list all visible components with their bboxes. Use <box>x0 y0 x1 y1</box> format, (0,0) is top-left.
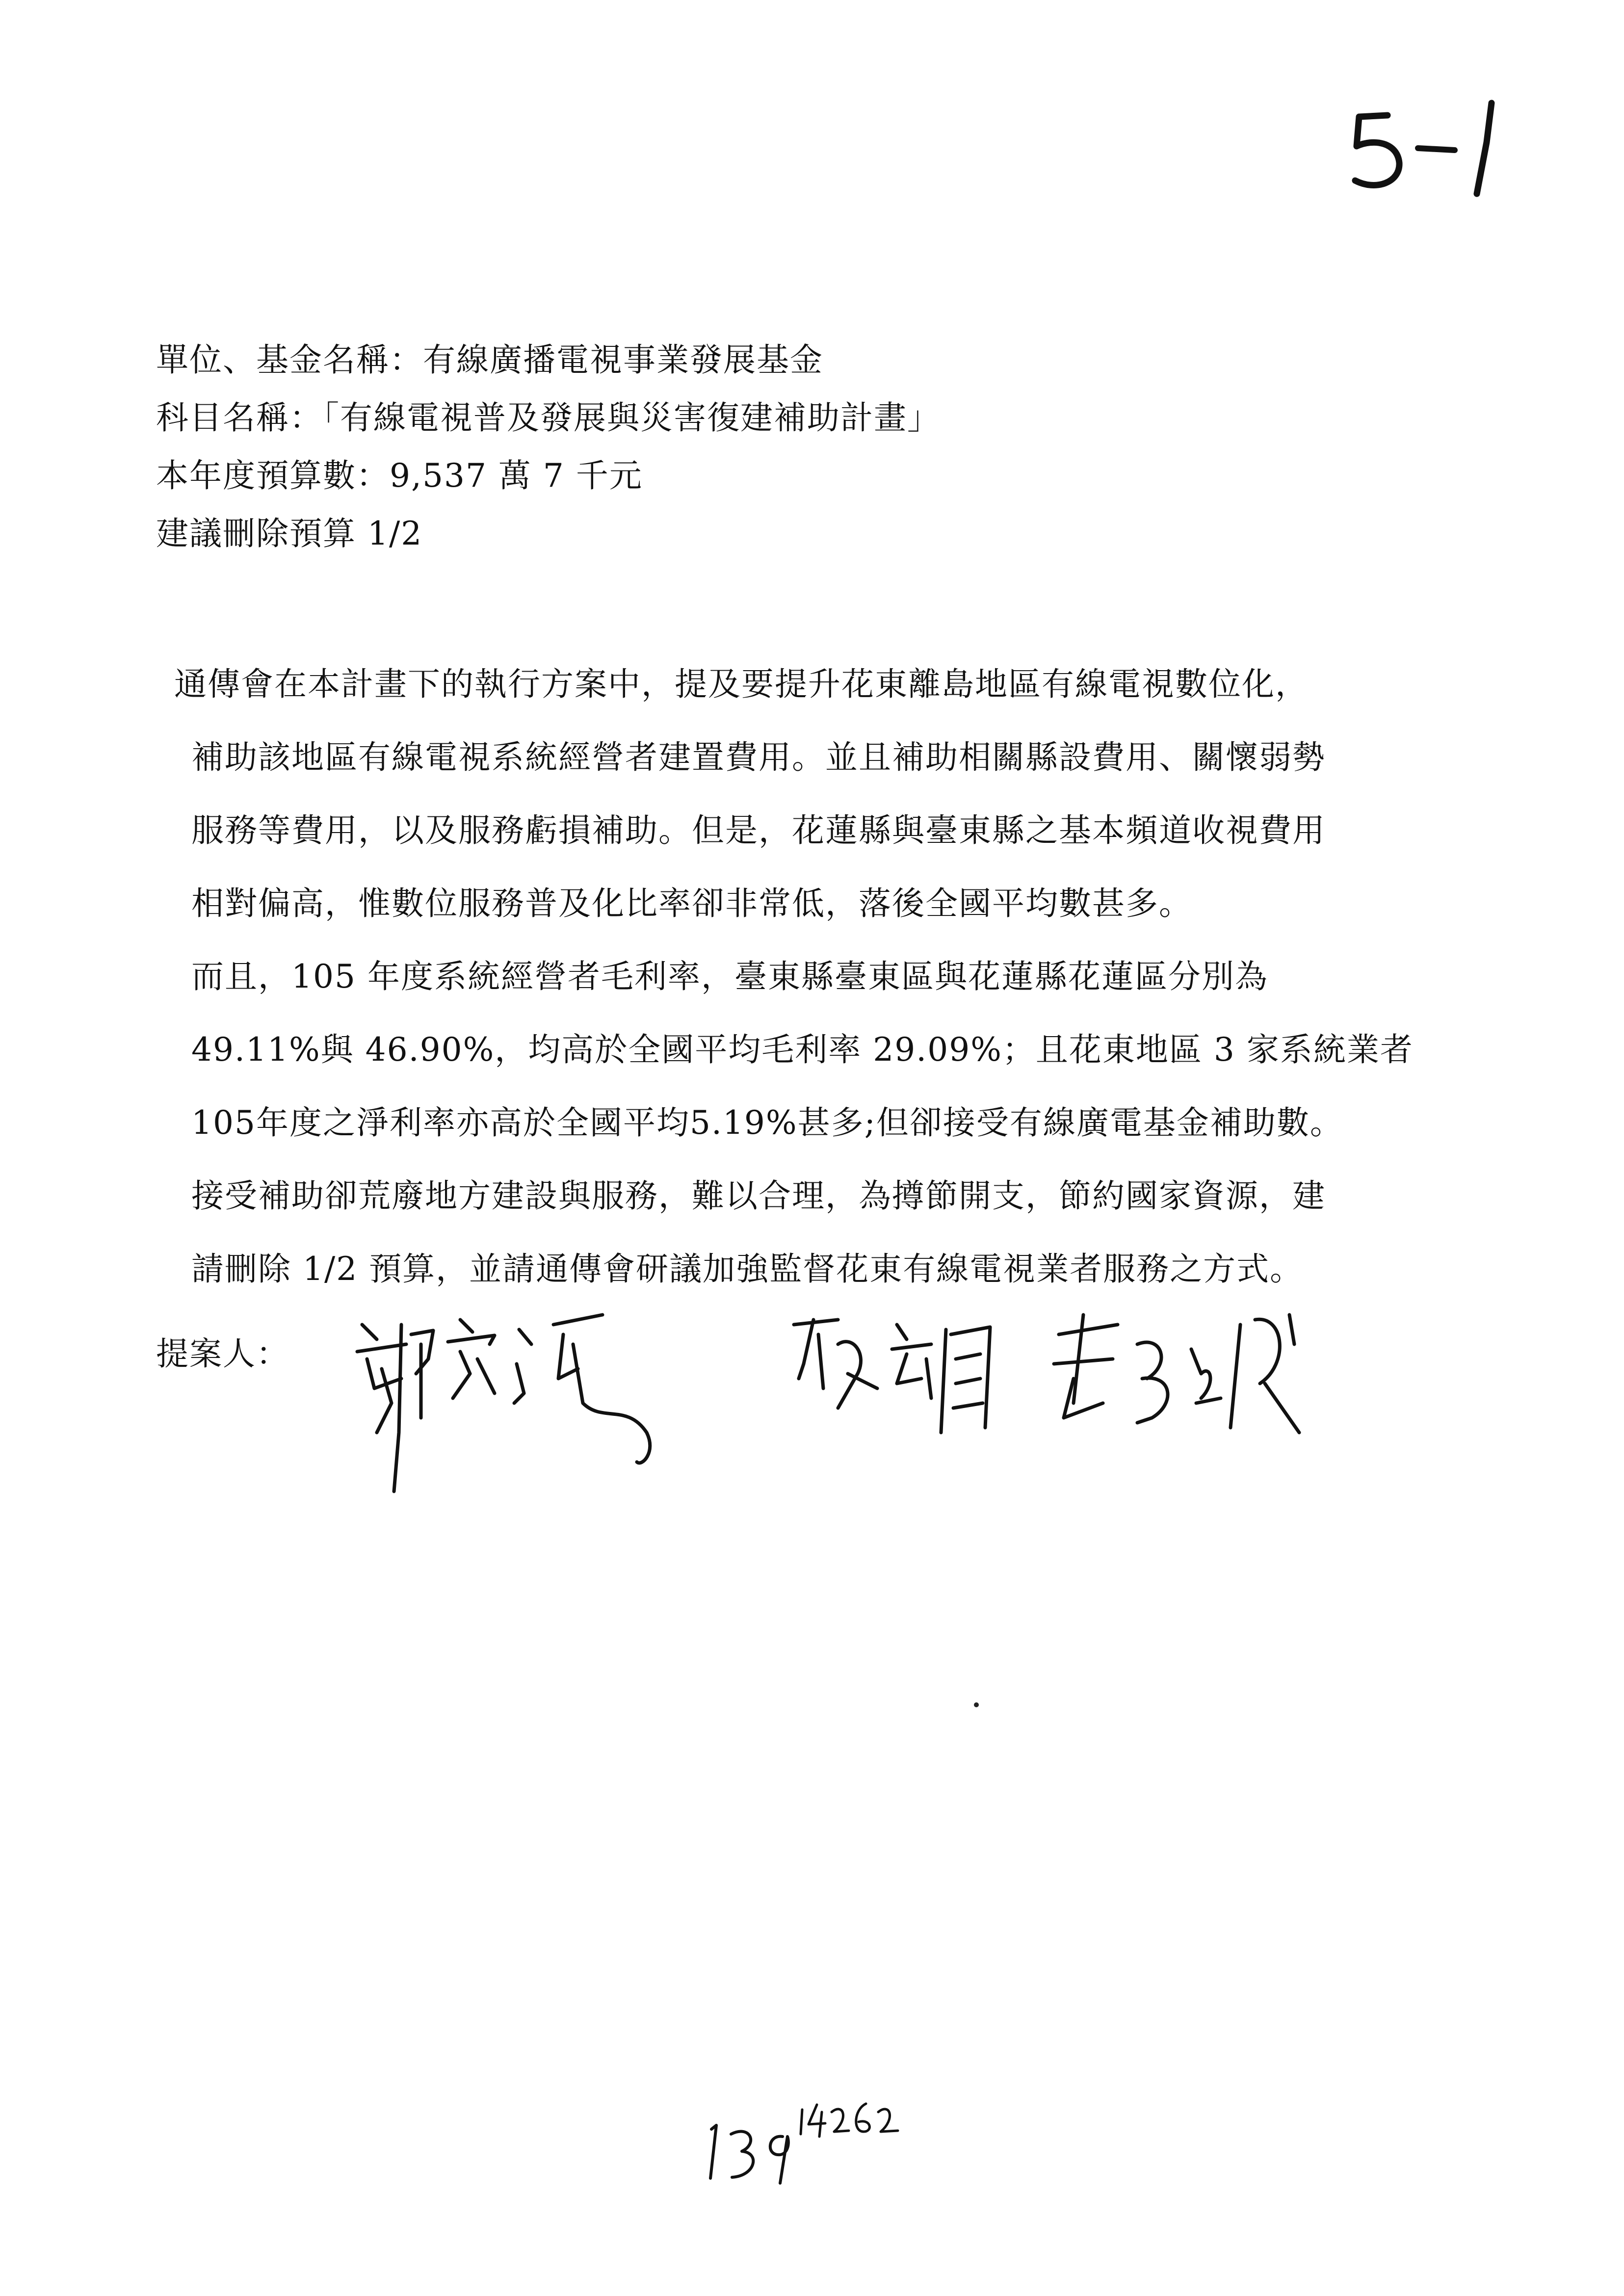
handwritten-bottom-page-number <box>697 2090 922 2188</box>
proposal-line: 建議刪除預算 1/2 <box>156 515 423 552</box>
budget-amount: 本年度預算數：9,537 萬 7 千元 <box>156 457 643 495</box>
subject-name: 科目名稱：「有線電視普及發展與災害復建補助計畫」 <box>156 399 941 437</box>
signature-2 <box>784 1305 1039 1482</box>
body-line: 105年度之淨利率亦高於全國平均5.19%甚多;但卻接受有線廣電基金補助數。 <box>191 1104 1343 1142</box>
handwritten-page-mark <box>1344 93 1531 201</box>
unit-fund-name: 單位、基金名稱：有線廣播電視事業發展基金 <box>156 341 823 379</box>
signature-1 <box>347 1305 666 1501</box>
body-line: 相對偏高，惟數位服務普及化比率卻非常低，落後全國平均數甚多。 <box>191 885 1192 922</box>
body-line: 而且，105 年度系統經營者毛利率，臺東縣臺東區與花蓮縣花蓮區分別為 <box>191 958 1268 995</box>
body-line: 補助該地區有線電視系統經營者建置費用。並且補助相關縣設費用、關懷弱勢 <box>191 738 1326 776</box>
body-line: 通傳會在本計畫下的執行方案中，提及要提升花東離島地區有線電視數位化， <box>174 665 1309 703</box>
signature-3 <box>1044 1305 1319 1482</box>
body-line: 接受補助卻荒廢地方建設與服務，難以合理，為撙節開支，節約國家資源，建 <box>191 1177 1326 1215</box>
body-line: 請刪除 1/2 預算，並請通傳會研議加強監督花東有線電視業者服務之方式。 <box>191 1250 1304 1288</box>
body-paragraph <box>174 648 1499 1305</box>
proposer-label: 提案人： <box>156 1335 289 1373</box>
dot-mark <box>974 1702 979 1707</box>
body-line: 49.11%與 46.90%，均高於全國平均毛利率 29.09%；且花東地區 3 家系統業者 <box>191 1031 1414 1069</box>
body-line: 服務等費用，以及服務虧損補助。但是，花蓮縣與臺東縣之基本頻道收視費用 <box>191 811 1326 849</box>
header-block <box>156 331 1481 563</box>
proposer-row <box>156 1305 1481 1501</box>
